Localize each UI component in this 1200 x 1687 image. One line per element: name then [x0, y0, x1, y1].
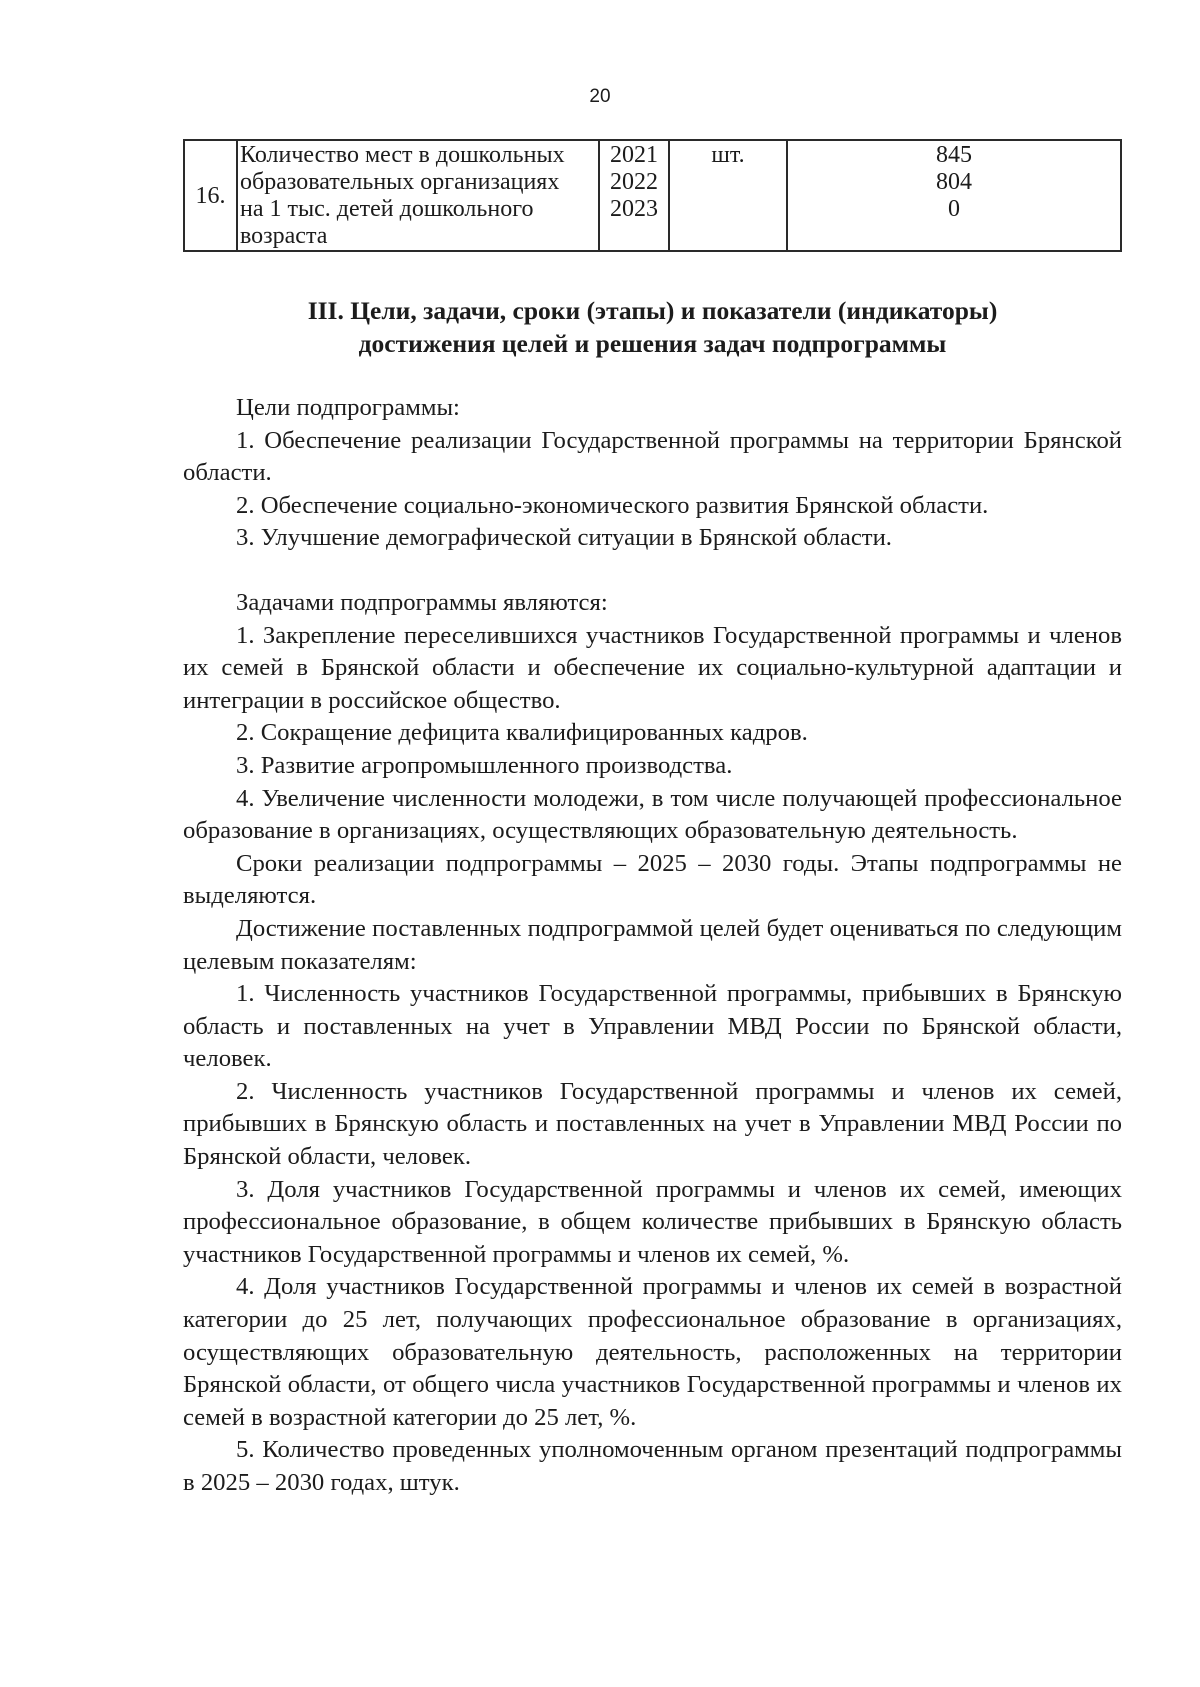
indicator-name-line: на 1 тыс. детей дошкольного	[240, 196, 534, 222]
year-value: 2022	[610, 169, 658, 195]
timeline-paragraph: Сроки реализации подпрограммы – 2025 – 2030 годы. Этапы подпрограммы не выделяются.	[183, 849, 1122, 910]
section-title-line: III. Цели, задачи, сроки (этапы) и показатели (индикаторы)	[307, 296, 998, 325]
indicator-value: 845	[936, 142, 972, 168]
section-title	[183, 294, 1122, 360]
indicator-value: 804	[936, 169, 972, 195]
tasks-heading: Задачами подпрограммы являются:	[236, 588, 608, 616]
indicator-table	[183, 139, 1122, 252]
task-item: 1. Закрепление переселившихся участников Государственной программы и членов их семей в Брянской области и обеспечение их социально-культурной адаптации и интеграции в российское общество.	[183, 621, 1122, 714]
section-title-line: достижения целей и решения задач подпрограммы	[358, 329, 947, 358]
table-row	[184, 140, 1121, 251]
indicators-intro: Достижение поставленных подпрограммой целей будет оцениваться по следующим целевым показателям:	[183, 914, 1122, 975]
indicator-item: 5. Количество проведенных уполномоченным органом презентаций подпрограммы в 2025 – 2030 годах, штук.	[183, 1436, 1122, 1496]
page-number: 20	[589, 86, 611, 107]
goal-item: 1. Обеспечение реализации Государственной программы на территории Брянской области.	[183, 426, 1122, 487]
indicator-value: 0	[948, 196, 960, 222]
years-cell	[599, 140, 669, 251]
values-cell	[787, 140, 1121, 251]
indicator-item: 4. Доля участников Государственной программы и членов их семей в возрастной категории до 25 лет, получающих профессиональное образование в организациях, осуществляющих образовательную деятельность, расположенных на территории Брянской области, от общего числа участников Государственной программы и членов их семей в возрастной категории до 25 лет, %.	[183, 1273, 1122, 1431]
indicator-name-line: Количество мест в дошкольных	[240, 142, 565, 168]
task-item: 4. Увеличение численности молодежи, в том числе получающей профессиональное образование в организациях, осуществляющих образовательную деятельность.	[183, 784, 1122, 845]
indicator-item: 3. Доля участников Государственной программы и членов их семей, имеющих профессиональное образование, в общем количестве прибывших в Брянскую область участников Государственной программы и членов их семей, %.	[183, 1175, 1122, 1268]
unit-cell: шт.	[669, 140, 787, 251]
indicator-item: 2. Численность участников Государственной программы и членов их семей, прибывших в Брянскую область и поставленных на учет в Управлении МВД России по Брянской области, человек.	[183, 1077, 1122, 1171]
goal-item: 3. Улучшение демографической ситуации в Брянской области.	[236, 524, 892, 552]
task-item: 3. Развитие агропромышленного производства.	[236, 751, 733, 779]
row-number: 16.	[184, 140, 237, 251]
indicator-item: 1. Численность участников Государственной программы, прибывших в Брянскую область и поставленных на учет в Управлении МВД России по Брянской области, человек.	[183, 980, 1122, 1073]
task-item: 2. Сокращение дефицита квалифицированных кадров.	[236, 719, 808, 747]
goals-heading: Цели подпрограммы:	[236, 394, 460, 421]
year-value: 2023	[610, 196, 658, 222]
indicator-name-line: образовательных организациях	[240, 169, 560, 195]
indicator-name-line: возраста	[240, 223, 328, 249]
body-text	[183, 392, 1122, 1500]
year-value: 2021	[610, 142, 658, 168]
goal-item: 2. Обеспечение социально-экономического развития Брянской области.	[236, 491, 989, 519]
indicator-name-cell	[237, 140, 599, 251]
